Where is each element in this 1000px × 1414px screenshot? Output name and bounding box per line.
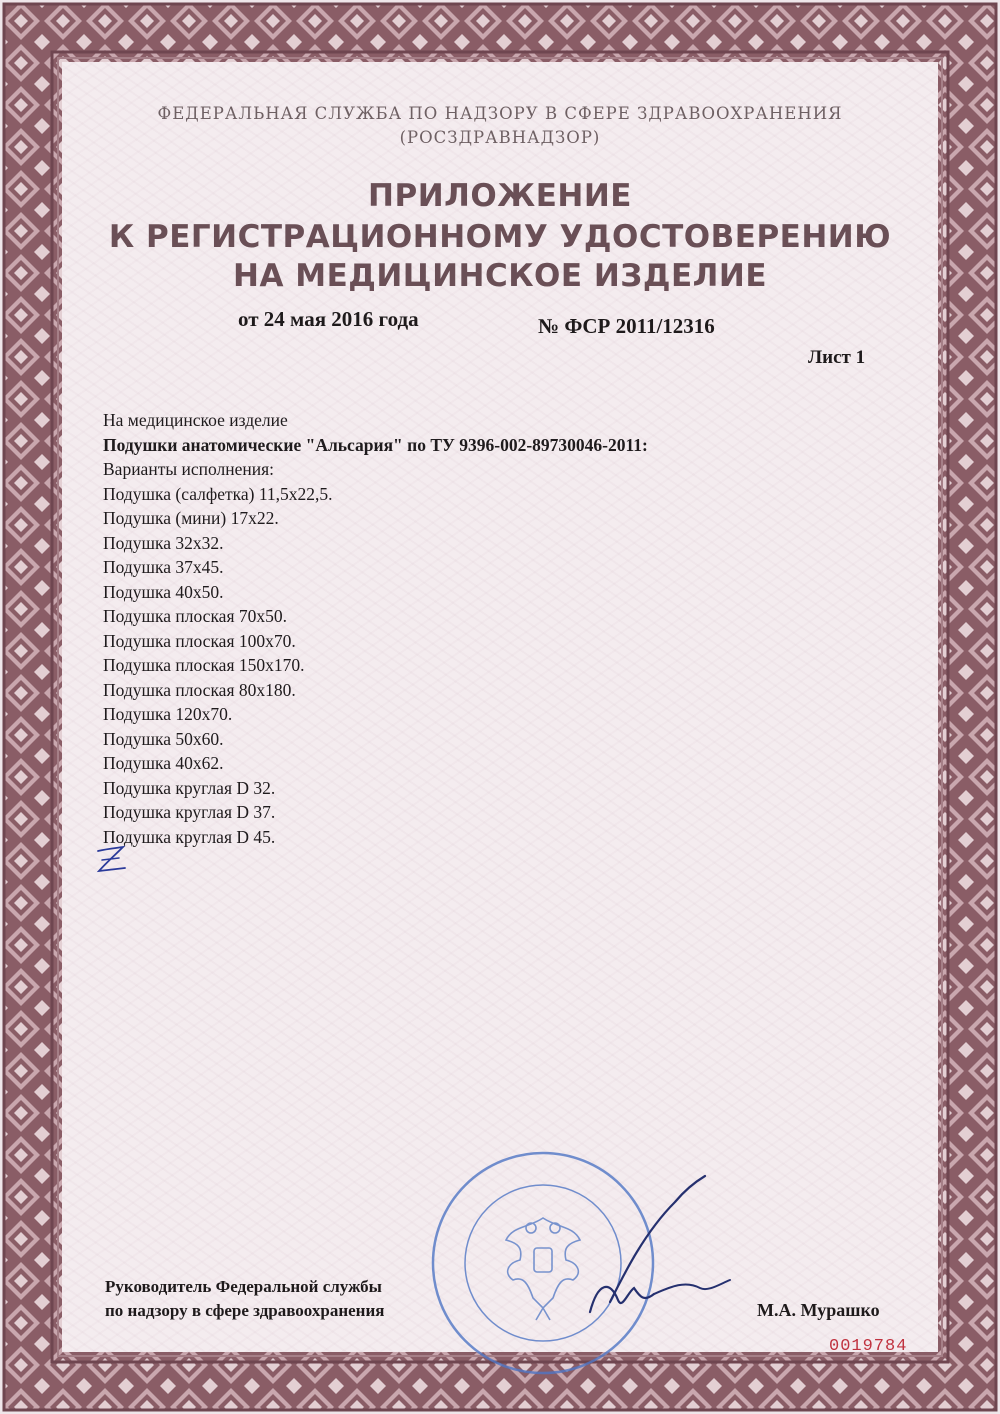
- document-title-line1: ПРИЛОЖЕНИЕ: [368, 178, 632, 214]
- document-body: [103, 408, 648, 847]
- variant-item: Подушка 50х60.: [103, 728, 224, 749]
- issue-date: от 24 мая 2016 года: [238, 307, 419, 331]
- agency-name: ФЕДЕРАЛЬНАЯ СЛУЖБА ПО НАДЗОРУ В СФЕРЕ ЗДРАВООХРАНЕНИЯ: [157, 104, 843, 123]
- variant-item: Подушка плоская 150х170.: [103, 655, 305, 675]
- variants-label: Варианты исполнения:: [103, 459, 274, 479]
- signer-title-line2: по надзору в сфере здравоохранения: [105, 1301, 385, 1320]
- variant-item: Подушка 37х45.: [103, 557, 224, 577]
- handwritten-signature: [570, 1162, 750, 1322]
- sheet-number: Лист 1: [808, 347, 866, 368]
- variant-item: Подушка 32х32.: [103, 532, 224, 553]
- agency-abbreviation: (РОСЗДРАВНАДЗОР): [399, 128, 601, 147]
- variant-item: Подушка 120х70.: [103, 704, 233, 724]
- variant-item: Подушка (мини) 17х22.: [103, 508, 279, 528]
- document-title-line2: К РЕГИСТРАЦИОННОМУ УДОСТОВЕРЕНИЮ: [108, 219, 892, 255]
- signer-title-line1: Руководитель Федеральной службы: [105, 1277, 382, 1296]
- variant-item: Подушка плоская 100х70.: [103, 630, 296, 651]
- variant-item: Подушка круглая D 37.: [103, 802, 276, 822]
- variants-list: [103, 482, 648, 847]
- variant-item: Подушка плоская 70х50.: [103, 606, 287, 626]
- variant-item: Подушка 40х50.: [103, 581, 224, 602]
- document-title-line3: НА МЕДИЦИНСКОЕ ИЗДЕЛИЕ: [233, 258, 767, 294]
- handwritten-z-mark: [92, 842, 132, 878]
- certificate-number: № ФСР 2011/12316: [538, 314, 715, 338]
- variant-item: Подушка 40х62.: [103, 753, 224, 773]
- signer-name: М.А. Мурашко: [757, 1300, 880, 1320]
- variant-item: Подушка плоская 80х180.: [103, 679, 296, 700]
- product-name: Подушки анатомические "Альсария" по ТУ 9396-002-89730046-2011:: [103, 434, 648, 455]
- variant-item: Подушка круглая D 45.: [103, 826, 276, 847]
- variant-item: Подушка круглая D 32.: [103, 777, 276, 798]
- form-serial-number: 0019784: [829, 1337, 908, 1356]
- intro-text: На медицинское изделие: [103, 410, 288, 430]
- variant-item: Подушка (салфетка) 11,5х22,5.: [103, 483, 333, 504]
- signer-title: [105, 1275, 384, 1323]
